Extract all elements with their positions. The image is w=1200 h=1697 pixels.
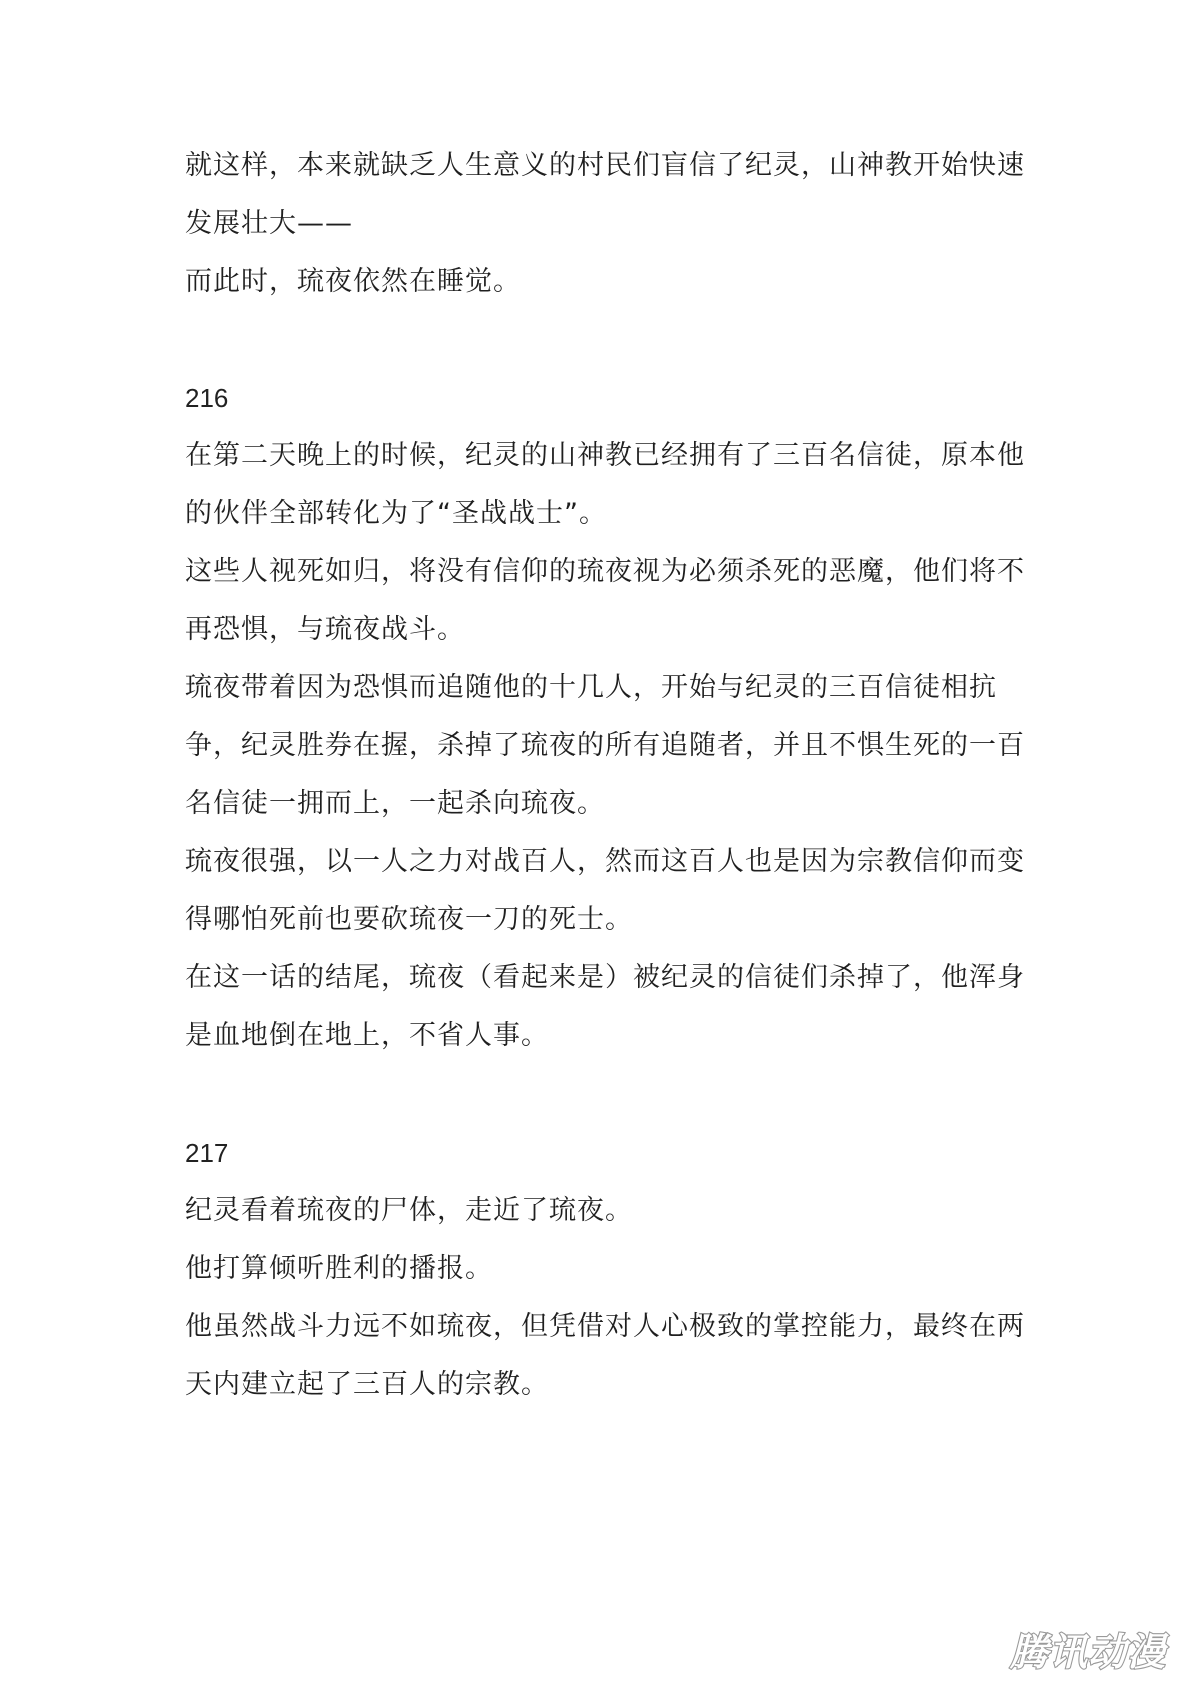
text-line: 在第二天晚上的时候，纪灵的山神教已经拥有了三百名信徒，原本他 — [185, 440, 1025, 471]
chapter-number: 216 — [185, 383, 229, 413]
text-line: 得哪怕死前也要砍琉夜一刀的死士。 — [185, 904, 633, 935]
text-line: 就这样，本来就缺乏人生意义的村民们盲信了纪灵，山神教开始快速 — [185, 150, 1025, 181]
text-line: 再恐惧，与琉夜战斗。 — [185, 614, 465, 645]
text-line: 发展壮大—— — [185, 208, 353, 239]
text-line: 的伙伴全部转化为了“圣战战士”。 — [185, 498, 607, 529]
chapter-number: 217 — [185, 1138, 229, 1168]
text-line: 是血地倒在地上，不省人事。 — [185, 1020, 549, 1051]
text-line: 他打算倾听胜利的播报。 — [185, 1253, 493, 1284]
text-line: 而此时，琉夜依然在睡觉。 — [185, 266, 521, 297]
text-line: 天内建立起了三百人的宗教。 — [185, 1369, 549, 1400]
text-line: 在这一话的结尾，琉夜（看起来是）被纪灵的信徒们杀掉了，他浑身 — [185, 962, 1025, 993]
text-line: 琉夜很强，以一人之力对战百人，然而这百人也是因为宗教信仰而变 — [185, 846, 1025, 877]
text-line: 琉夜带着因为恐惧而追随他的十几人，开始与纪灵的三百信徒相抗 — [185, 672, 997, 703]
text-line: 争，纪灵胜券在握，杀掉了琉夜的所有追随者，并且不惧生死的一百 — [185, 730, 1025, 761]
text-line: 他虽然战斗力远不如琉夜，但凭借对人心极致的掌控能力，最终在两 — [185, 1311, 1025, 1342]
watermark-logo — [994, 1625, 1182, 1677]
text-line: 这些人视死如归，将没有信仰的琉夜视为必须杀死的恶魔，他们将不 — [185, 556, 1025, 587]
svg-text:腾讯动漫: 腾讯动漫 — [1009, 1630, 1167, 1674]
text-line: 名信徒一拥而上，一起杀向琉夜。 — [185, 788, 605, 819]
text-line: 纪灵看着琉夜的尸体，走近了琉夜。 — [185, 1195, 633, 1226]
